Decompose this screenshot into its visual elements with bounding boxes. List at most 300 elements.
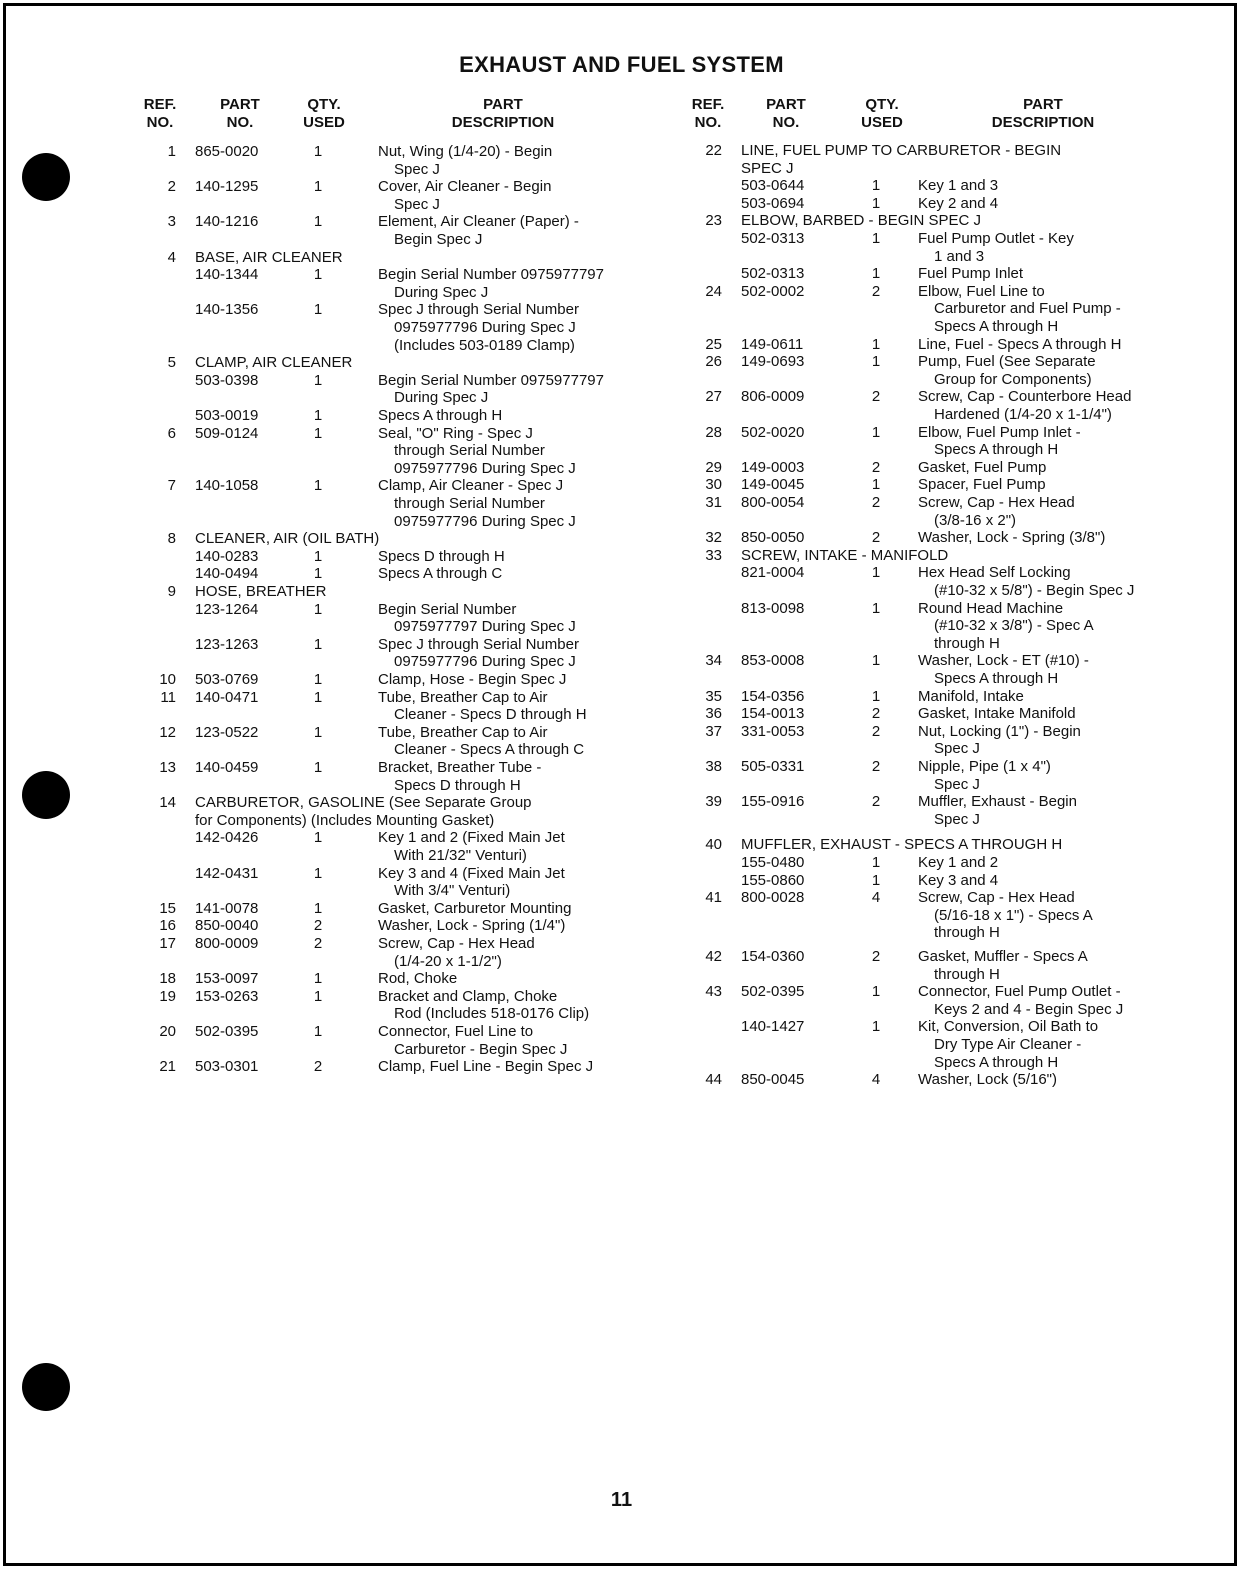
qty-used-header-line: USED [861, 114, 903, 131]
part-number: 154-0360 [741, 948, 805, 965]
description-line: Specs A through H [934, 669, 1059, 687]
quantity-used: 1 [871, 230, 881, 247]
description-line: Connector, Fuel Line to [378, 1023, 534, 1040]
part-description [918, 652, 1089, 687]
group-heading-line: LINE, FUEL PUMP TO CARBURETOR - BEGIN [741, 142, 1062, 159]
quantity-used: 1 [313, 987, 323, 1005]
description-line: Carburetor and Fuel Pump - [934, 300, 1121, 318]
description-line: through Serial Number [394, 442, 545, 460]
ref-number: 6 [167, 424, 176, 442]
part-number: 140-1344 [195, 266, 259, 284]
description-line: Rod (Includes 518-0176 Clip) [394, 1005, 590, 1023]
part-description [918, 705, 1076, 723]
quantity-used: 1 [313, 829, 323, 847]
qty-used-header [854, 96, 910, 132]
part-description [918, 494, 1075, 529]
part-number: 502-0020 [741, 423, 805, 441]
ref-number: 41 [705, 889, 722, 907]
ref-number: 2 [167, 178, 176, 196]
description-line: Screw, Cap - Hex Head [918, 889, 1075, 907]
description-line: Washer, Lock (5/16") [918, 1071, 1057, 1089]
quantity-used: 1 [313, 407, 323, 424]
part-number: 331-0053 [741, 722, 805, 740]
description-line: Key 1 and 3 [918, 177, 999, 195]
ref-number: 9 [167, 583, 176, 600]
description-line: During Spec J [394, 283, 489, 301]
part-description [378, 671, 566, 689]
group-heading [195, 583, 326, 601]
ref-number: 20 [159, 1023, 176, 1040]
ref-number: 38 [705, 758, 722, 775]
qty-used-header [296, 96, 352, 132]
part-number: 502-0313 [741, 230, 805, 247]
description-line: Specs A through H [934, 1053, 1059, 1071]
part-description [918, 793, 1077, 828]
description-line: Gasket, Muffler - Specs A [918, 948, 1088, 965]
ref-number: 8 [167, 530, 176, 548]
group-heading [741, 212, 981, 230]
description-line: (#10-32 x 5/8") - Begin Spec J [934, 581, 1135, 599]
description-line: Connector, Fuel Pump Outlet - [918, 983, 1121, 1001]
ref-number: 15 [159, 899, 176, 917]
description-line: During Spec J [394, 389, 489, 407]
part-number: 155-0860 [741, 871, 805, 889]
part-description [918, 476, 1046, 494]
part-description [918, 388, 1131, 423]
quantity-used: 2 [871, 282, 881, 300]
description-line: Screw, Cap - Hex Head [918, 494, 1075, 511]
quantity-used: 1 [313, 759, 323, 776]
part-description [378, 1023, 567, 1058]
punch-hole-middle [22, 771, 70, 819]
part-description [378, 970, 457, 988]
quantity-used: 2 [871, 529, 881, 547]
punch-hole-top [22, 153, 70, 201]
part-description [918, 230, 1074, 265]
ref-number: 30 [705, 476, 722, 494]
part-description-header [928, 96, 1158, 132]
description-line: Element, Air Cleaner (Paper) - [378, 213, 579, 231]
part-number: 140-0471 [195, 688, 259, 706]
description-line: 0975977796 During Spec J [394, 653, 576, 671]
part-number: 850-0045 [741, 1071, 805, 1089]
part-description [378, 636, 579, 671]
part-number: 503-0019 [195, 407, 259, 424]
part-description [378, 266, 604, 301]
quantity-used: 1 [871, 871, 881, 889]
part-description [918, 336, 1121, 354]
description-line: through Serial Number [394, 494, 545, 512]
quantity-used: 4 [871, 889, 881, 907]
description-line: through H [934, 965, 1000, 983]
part-description [918, 177, 998, 195]
part-number: 154-0013 [741, 705, 805, 723]
group-heading [195, 249, 343, 267]
description-line: Dry Type Air Cleaner - [934, 1035, 1082, 1053]
part-number: 503-0398 [195, 371, 259, 389]
description-line: Nut, Locking (1") - Begin [918, 722, 1081, 740]
part-description [378, 301, 579, 354]
part-description [378, 407, 502, 425]
description-line: Muffler, Exhaust - Begin [918, 793, 1077, 811]
quantity-used: 2 [871, 494, 881, 511]
part-description [918, 424, 1081, 459]
ref-number: 34 [705, 652, 722, 670]
description-line: (3/8-16 x 2") [934, 511, 1017, 529]
part-number: 850-0050 [741, 529, 805, 547]
part-number: 813-0098 [741, 599, 805, 617]
ref-number: 24 [705, 282, 722, 300]
part-description [378, 178, 551, 213]
part-number: 140-0459 [195, 759, 259, 776]
description-line: Round Head Machine [918, 599, 1064, 617]
part-description [918, 600, 1094, 653]
quantity-used: 2 [871, 705, 881, 723]
quantity-used: 2 [871, 758, 881, 775]
ref-number: 17 [159, 935, 176, 952]
page-number: 11 [610, 1489, 633, 1511]
group-heading-line: CARBURETOR, GASOLINE (See Separate Group [195, 794, 532, 812]
group-heading [741, 142, 1061, 177]
description-line: (5/16-18 x 1") - Specs A [934, 906, 1093, 924]
quantity-used: 1 [871, 194, 881, 212]
description-line: Spacer, Fuel Pump [918, 476, 1046, 494]
ref-number: 18 [159, 970, 176, 988]
quantity-used: 1 [871, 854, 881, 871]
group-heading-line: for Components) (Includes Mounting Gasket) [195, 811, 495, 829]
ref-number: 29 [705, 458, 722, 476]
part-number: 140-0494 [195, 565, 259, 583]
part-description [378, 865, 565, 900]
description-line: Washer, Lock - Spring (3/8") [918, 529, 1106, 547]
part-description [918, 854, 998, 872]
part-number: 142-0426 [195, 829, 259, 847]
description-line: Specs A through H [378, 407, 503, 424]
ref-number: 37 [705, 722, 722, 740]
quantity-used: 1 [313, 671, 323, 688]
qty-used-header-line: QTY. [307, 96, 341, 113]
part-description [378, 900, 571, 918]
ref-number: 12 [159, 723, 176, 741]
description-line: (1/4-20 x 1-1/2") [394, 952, 502, 970]
part-number: 509-0124 [195, 424, 259, 442]
part-number: 141-0078 [195, 899, 259, 917]
description-line: With 21/32" Venturi) [394, 846, 527, 864]
ref-number: 4 [167, 248, 176, 266]
part-number: 503-0644 [741, 177, 805, 195]
description-line: Key 3 and 4 (Fixed Main Jet [378, 864, 565, 882]
description-line: Key 1 and 2 (Fixed Main Jet [378, 829, 565, 847]
description-line: Specs D through H [378, 547, 505, 565]
ref-number: 33 [705, 546, 722, 564]
quantity-used: 1 [313, 723, 323, 741]
quantity-used: 1 [871, 335, 881, 353]
part-description-header-line: DESCRIPTION [451, 114, 555, 131]
description-line: Spec J [934, 810, 980, 828]
description-line: Bracket, Breather Tube - [378, 759, 542, 776]
group-heading-line: SPEC J [741, 159, 794, 177]
quantity-used: 1 [871, 599, 881, 617]
part-description-header-line: PART [483, 96, 523, 113]
part-number: 142-0431 [195, 864, 259, 882]
ref-number: 39 [705, 793, 722, 811]
quantity-used: 1 [871, 983, 881, 1001]
ref-number: 14 [159, 794, 176, 812]
part-number: 853-0008 [741, 652, 805, 670]
ref-no-header [680, 96, 736, 132]
part-description [378, 213, 579, 248]
ref-number: 13 [159, 759, 176, 776]
ref-number: 22 [705, 142, 722, 159]
part-description [918, 564, 1134, 599]
quantity-used: 1 [313, 266, 323, 284]
part-number: 149-0611 [741, 335, 804, 353]
description-line: 0975977797 During Spec J [394, 618, 576, 636]
quantity-used: 1 [871, 423, 881, 441]
part-description [918, 1018, 1098, 1071]
ref-no-header-line: REF. [691, 96, 725, 113]
group-heading [741, 547, 948, 565]
description-line: 0975977796 During Spec J [394, 318, 576, 336]
part-number: 502-0395 [741, 983, 805, 1001]
description-line: Fuel Pump Inlet [918, 265, 1024, 283]
ref-number: 26 [705, 353, 722, 371]
part-number: 140-1295 [195, 178, 259, 196]
part-number: 800-0054 [741, 494, 805, 511]
description-line: Spec J [934, 740, 980, 758]
description-line: Keys 2 and 4 - Begin Spec J [934, 1000, 1124, 1018]
ref-number: 7 [167, 477, 176, 495]
description-line: Line, Fuel - Specs A through H [918, 335, 1122, 353]
description-line: Gasket, Intake Manifold [918, 705, 1076, 723]
part-description-header-line: PART [1023, 96, 1063, 113]
description-line: Gasket, Carburetor Mounting [378, 899, 572, 917]
description-line: Screw, Cap - Counterbore Head [918, 388, 1132, 406]
description-line: 0975977796 During Spec J [394, 512, 576, 530]
description-line: Key 1 and 2 [918, 854, 999, 871]
quantity-used: 1 [313, 565, 323, 583]
description-line: Fuel Pump Outlet - Key [918, 230, 1074, 247]
page-title: EXHAUST AND FUEL SYSTEM [459, 52, 784, 77]
description-line: Clamp, Fuel Line - Begin Spec J [378, 1058, 594, 1076]
group-heading [195, 530, 379, 548]
part-no-header-line: NO. [226, 114, 254, 131]
part-description [918, 353, 1096, 388]
quantity-used: 1 [313, 899, 323, 917]
ref-no-header-line: NO. [146, 114, 174, 131]
description-line: Bracket and Clamp, Choke [378, 987, 558, 1005]
part-number: 502-0002 [741, 282, 805, 300]
quantity-used: 1 [313, 477, 323, 495]
group-heading [195, 354, 352, 372]
part-number: 153-0097 [195, 970, 259, 988]
part-number: 123-0522 [195, 723, 259, 741]
description-line: through H [934, 634, 1000, 652]
part-description [378, 425, 576, 478]
ref-number: 11 [160, 688, 176, 706]
description-line: Carburetor - Begin Spec J [394, 1040, 568, 1058]
part-description [918, 529, 1105, 547]
ref-number: 19 [159, 987, 176, 1005]
part-description [378, 548, 505, 566]
description-line: Clamp, Hose - Begin Spec J [378, 671, 567, 688]
group-heading [741, 836, 1062, 854]
description-line: Spec J [394, 195, 440, 213]
quantity-used: 1 [313, 213, 323, 231]
ref-number: 3 [167, 213, 176, 231]
description-line: Clamp, Air Cleaner - Spec J [378, 477, 564, 495]
description-line: Elbow, Fuel Pump Inlet - [918, 423, 1081, 441]
ref-no-header-line: NO. [694, 114, 722, 131]
group-heading-line: CLAMP, AIR CLEANER [195, 354, 353, 372]
part-description [918, 688, 1024, 706]
ref-no-header-line: REF. [143, 96, 177, 113]
group-heading-line: CLEANER, AIR (OIL BATH) [195, 530, 380, 548]
description-line: Specs A through C [378, 565, 503, 583]
quantity-used: 1 [871, 476, 881, 494]
ref-number: 23 [705, 212, 722, 230]
description-line: Spec J through Serial Number [378, 635, 579, 653]
ref-number: 28 [705, 423, 722, 441]
part-description [378, 601, 576, 636]
description-line: With 3/4" Venturi) [394, 882, 511, 900]
description-line: (Includes 503-0189 Clamp) [394, 336, 575, 354]
quantity-used: 1 [313, 178, 323, 196]
quantity-used: 4 [871, 1071, 881, 1089]
quantity-used: 1 [871, 564, 881, 582]
part-description [918, 1071, 1057, 1089]
description-line: Spec J [934, 775, 980, 793]
part-number: 140-0283 [195, 547, 259, 565]
quantity-used: 1 [871, 353, 881, 371]
description-line: Key 3 and 4 [918, 871, 999, 889]
part-number: 154-0356 [741, 687, 805, 705]
part-number: 153-0263 [195, 987, 259, 1005]
ref-number: 42 [705, 948, 722, 965]
part-number: 503-0769 [195, 671, 259, 688]
part-description [378, 1058, 593, 1076]
quantity-used: 1 [313, 424, 323, 442]
part-description [918, 948, 1088, 983]
part-description [378, 829, 565, 864]
quantity-used: 1 [313, 301, 323, 319]
part-number: 149-0003 [741, 458, 805, 476]
part-description [918, 983, 1123, 1018]
part-description [918, 872, 998, 890]
ref-number: 10 [159, 671, 176, 688]
description-line: Begin Serial Number [378, 600, 517, 618]
description-line: Spec J through Serial Number [378, 301, 579, 319]
part-number: 140-1216 [195, 213, 259, 231]
part-number: 821-0004 [741, 564, 805, 582]
description-line: Gasket, Fuel Pump [918, 458, 1047, 476]
part-number: 155-0480 [741, 854, 805, 871]
part-number: 865-0020 [195, 143, 259, 160]
description-line: Hardened (1/4-20 x 1-1/4") [934, 405, 1112, 423]
description-line: Group for Components) [934, 370, 1092, 388]
part-number: 503-0301 [195, 1058, 259, 1076]
quantity-used: 2 [871, 722, 881, 740]
description-line: Hex Head Self Locking [918, 564, 1071, 582]
description-line: Rod, Choke [378, 970, 458, 988]
description-line: Kit, Conversion, Oil Bath to [918, 1018, 1099, 1036]
description-line: Seal, "O" Ring - Spec J [378, 424, 533, 442]
description-line: Specs A through H [934, 317, 1059, 335]
part-number: 140-1356 [195, 301, 259, 319]
part-no-header-line: NO. [772, 114, 800, 131]
description-line: (#10-32 x 3/8") - Spec A [934, 617, 1094, 635]
part-no-header [741, 96, 831, 132]
description-line: Nipple, Pipe (1 x 4") [918, 758, 1051, 775]
quantity-used: 1 [313, 688, 323, 706]
ref-number: 25 [705, 335, 722, 353]
part-no-header [195, 96, 285, 132]
description-line: Begin Spec J [394, 230, 483, 248]
quantity-used: 1 [313, 547, 323, 565]
quantity-used: 1 [871, 1018, 881, 1036]
ref-number: 32 [705, 529, 722, 547]
part-description [378, 372, 604, 407]
part-description [918, 283, 1121, 336]
part-number: 140-1427 [741, 1018, 805, 1036]
part-description-header [388, 96, 618, 132]
description-line: Washer, Lock - Spring (1/4") [378, 917, 566, 935]
description-line: Manifold, Intake [918, 687, 1024, 705]
description-line: Cleaner - Specs D through H [394, 706, 587, 724]
part-description [918, 758, 1051, 793]
part-description [378, 759, 541, 794]
ref-number: 43 [705, 983, 722, 1001]
part-number: 149-0693 [741, 353, 805, 371]
part-no-header-line: PART [220, 96, 260, 113]
part-description [918, 889, 1093, 942]
ref-number: 44 [705, 1071, 722, 1089]
quantity-used: 2 [313, 935, 323, 952]
ref-number: 16 [159, 917, 176, 935]
quantity-used: 1 [313, 371, 323, 389]
ref-number: 5 [167, 354, 176, 372]
part-description [918, 723, 1081, 758]
punch-hole-bottom [22, 1363, 70, 1411]
description-line: Specs A through H [934, 441, 1059, 459]
description-line: Washer, Lock - ET (#10) - [918, 652, 1089, 670]
part-number: 505-0331 [741, 758, 805, 775]
part-description [918, 459, 1046, 477]
description-line: Tube, Breather Cap to Air [378, 688, 548, 706]
part-number: 123-1264 [195, 600, 259, 618]
ref-number: 1 [167, 143, 176, 160]
description-line: Elbow, Fuel Line to [918, 282, 1045, 300]
group-heading [195, 794, 532, 829]
description-line: Screw, Cap - Hex Head [378, 935, 535, 952]
part-description [378, 917, 565, 935]
part-number: 800-0028 [741, 889, 805, 907]
part-description [378, 935, 535, 970]
part-number: 149-0045 [741, 476, 805, 494]
part-number: 502-0313 [741, 265, 805, 283]
group-heading-line: ELBOW, BARBED - BEGIN SPEC J [741, 212, 982, 230]
description-line: Begin Serial Number 0975977797 [378, 371, 604, 389]
quantity-used: 1 [871, 265, 881, 283]
part-description [378, 565, 502, 583]
quantity-used: 1 [871, 652, 881, 670]
quantity-used: 1 [871, 177, 881, 195]
description-line: 0975977796 During Spec J [394, 459, 576, 477]
part-no-header-line: PART [766, 96, 806, 113]
quantity-used: 2 [871, 793, 881, 811]
ref-number: 31 [705, 494, 722, 511]
part-number: 800-0009 [195, 935, 259, 952]
